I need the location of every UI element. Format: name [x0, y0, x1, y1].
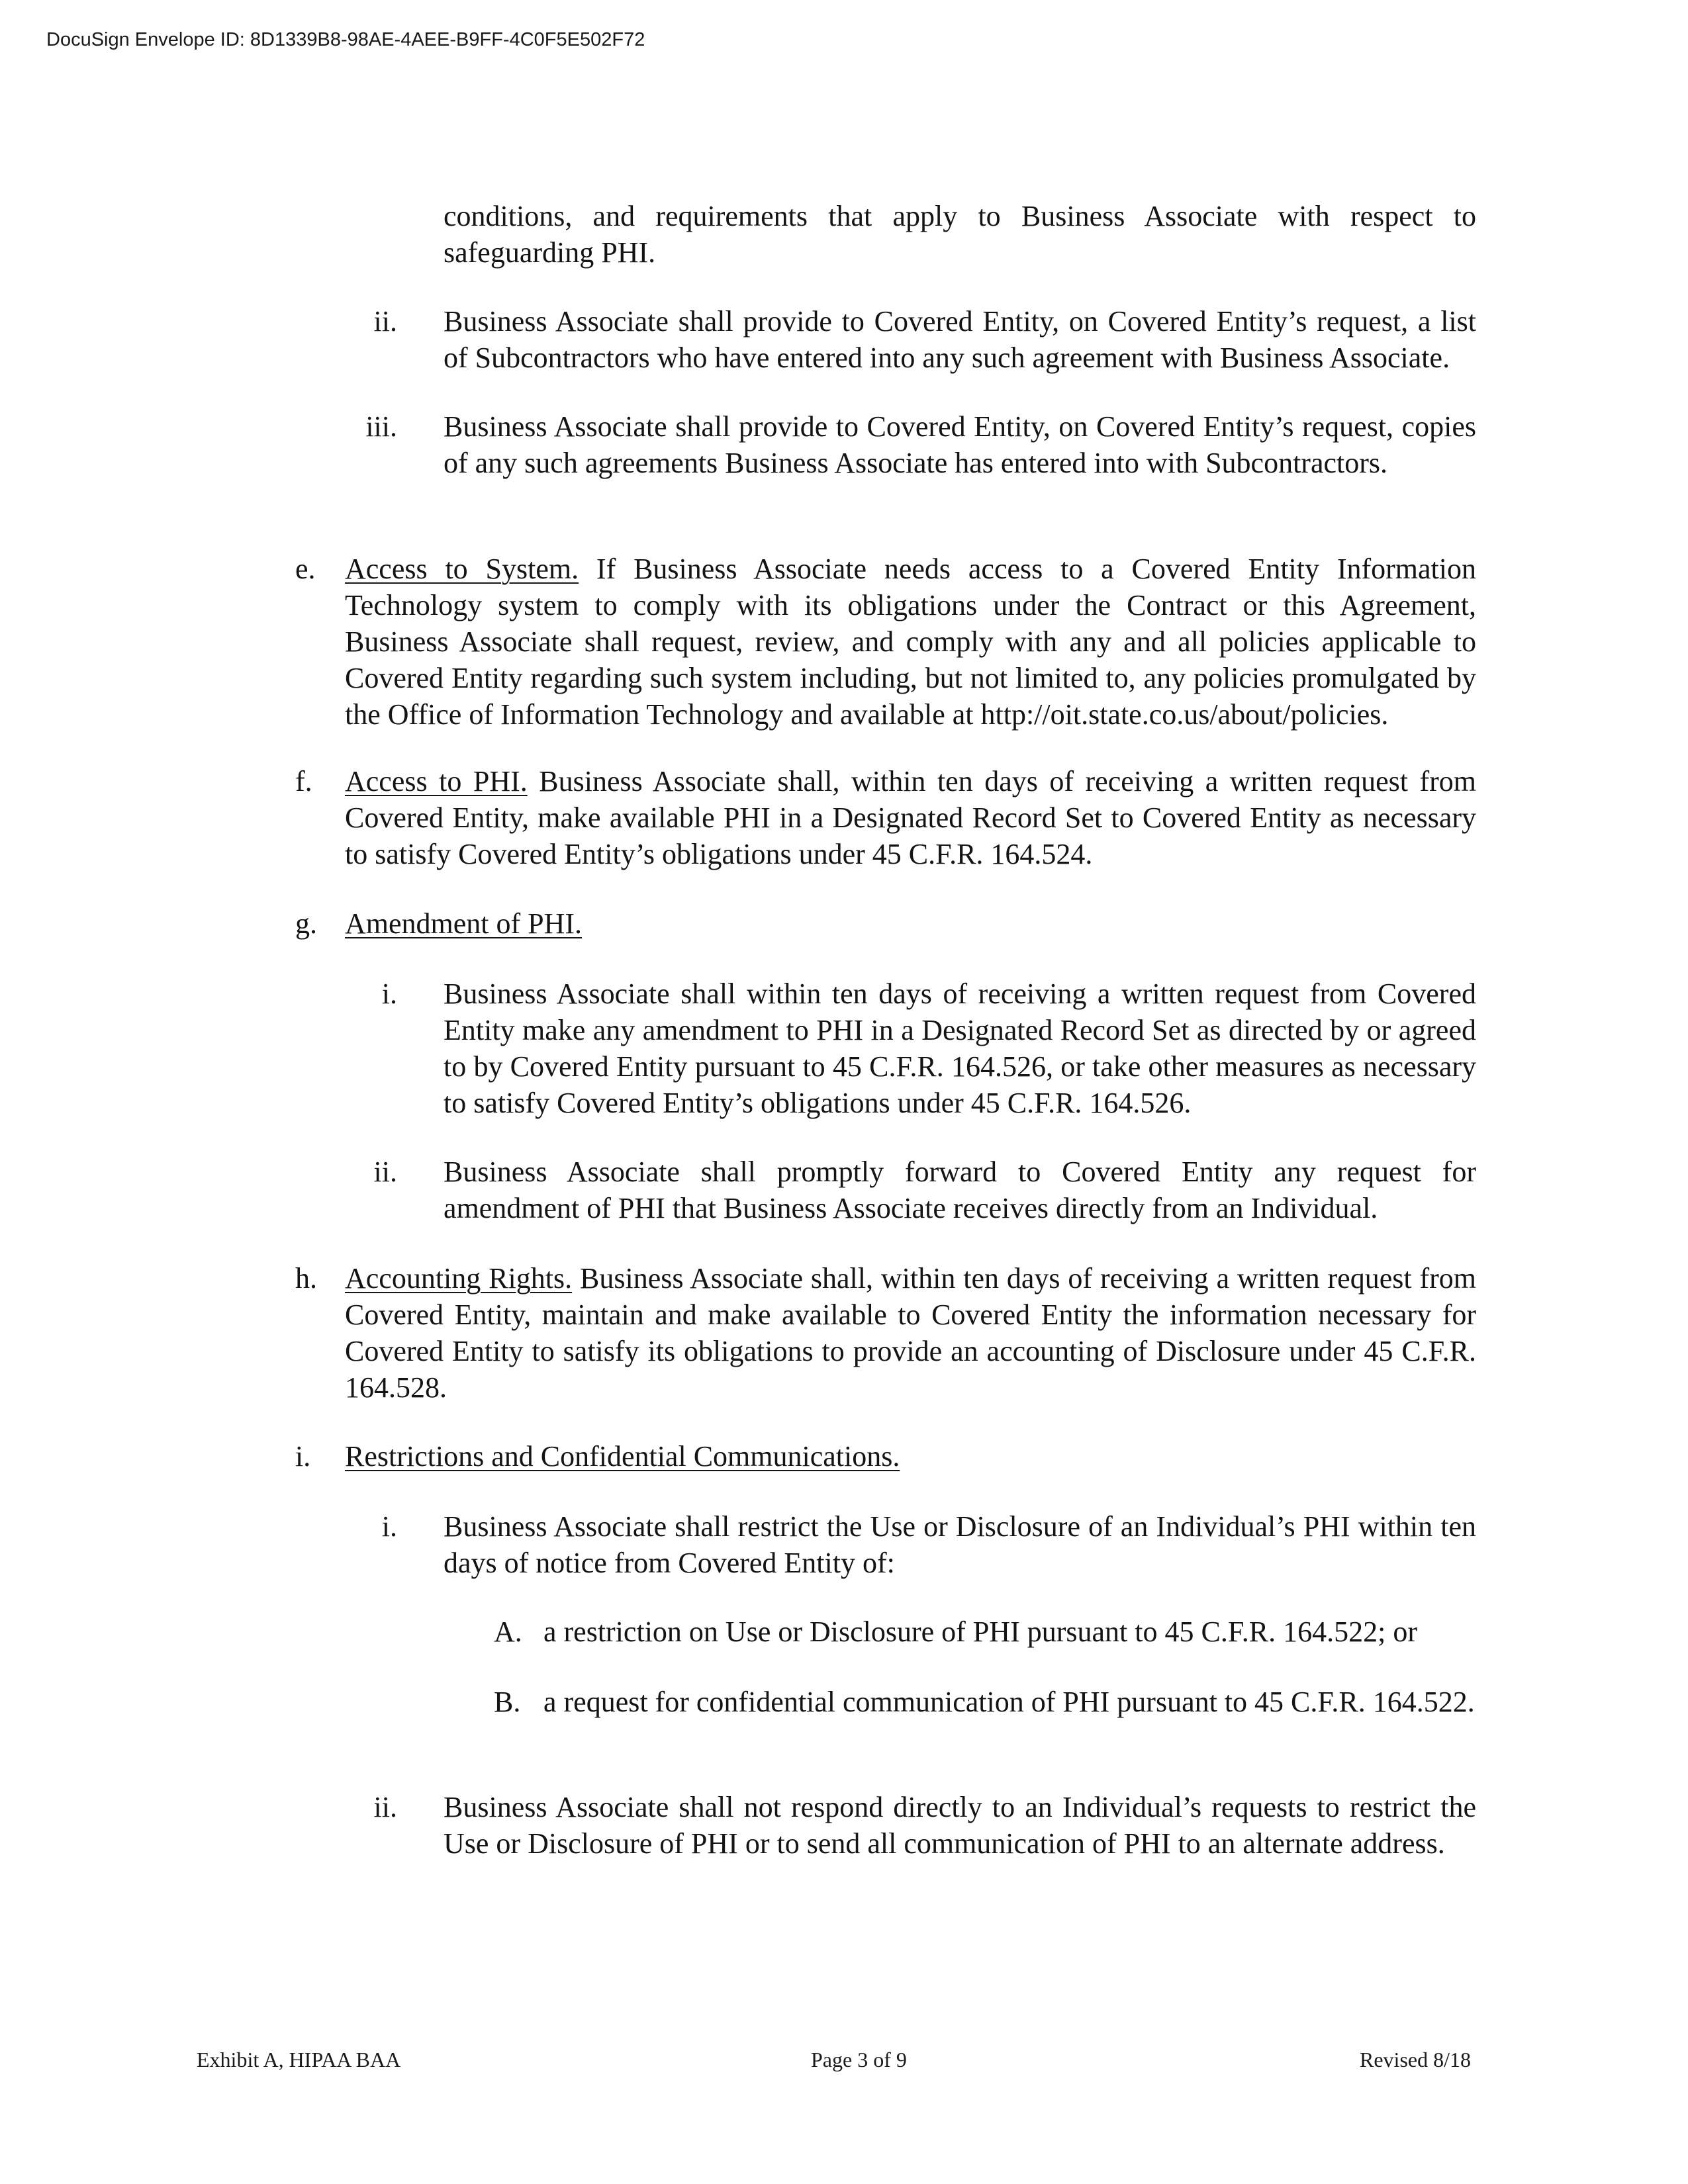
- restriction-paragraph: Business Associate shall restrict the Use or Disclosure of an Individual’s PHI within ten days of notice from Covered Entity of:: [444, 1510, 1476, 1579]
- section-h-heading: Accounting Rights.: [345, 1262, 573, 1295]
- restriction-respond-paragraph: Business Associate shall not respond directly to an Individual’s requests to restrict the Use or Disclosure of PHI or to send all communication of PHI to an alternate address.: [444, 1791, 1476, 1860]
- section-marker-g: g.: [295, 907, 317, 940]
- section-marker-h: h.: [295, 1262, 317, 1295]
- subitem-a-paragraph: a restriction on Use or Disclosure of PHI pursuant to 45 C.F.R. 164.522; or: [543, 1615, 1417, 1648]
- section-f-paragraph: [345, 763, 1476, 872]
- docusign-envelope-id: DocuSign Envelope ID: 8D1339B8-98AE-4AEE-B9FF-4C0F5E502F72: [46, 29, 645, 50]
- section-f-heading: Access to PHI.: [345, 765, 528, 797]
- footer-revision-date: Revised 8/18: [1360, 2048, 1471, 2071]
- section-g-heading: Amendment of PHI.: [345, 907, 583, 940]
- item-marker: i.: [381, 978, 397, 1010]
- amendment-paragraph: Business Associate shall within ten days of receiving a written request from Covered Entity make any amendment to PHI in a Designated Record Set as directed by or agreed to by Covered Entity pursuant to 45 C.F.R. 164.526, or take other measures as necessary to satisfy Covered Entity’s obligations under 45 C.F.R. 164.526.: [444, 978, 1476, 1119]
- section-i-heading: Restrictions and Confidential Communications.: [345, 1440, 900, 1473]
- footer-exhibit-label: Exhibit A, HIPAA BAA: [197, 2048, 401, 2071]
- subitem-marker: B.: [494, 1686, 521, 1718]
- subcontractor-agreements-paragraph: Business Associate shall provide to Covered Entity, on Covered Entity’s request, copies of any such agreements Business Associate has entered into with Subcontractors.: [444, 410, 1476, 479]
- section-marker-e: e.: [295, 553, 316, 585]
- section-e-heading: Access to System.: [345, 553, 579, 585]
- amendment-forward-paragraph: Business Associate shall promptly forward to Covered Entity any request for amendment of PHI that Business Associate receives directly from an Individual.: [444, 1156, 1476, 1224]
- subcontractor-list-paragraph: Business Associate shall provide to Covered Entity, on Covered Entity’s request, a list of Subcontractors who have entered into any such agreement with Business Associate.: [444, 305, 1476, 374]
- section-f-text: Business Associate shall, within ten days of receiving a written request from Covered Entity, make available PHI in a Designated Record Set to Covered Entity as necessary to satisfy Covered Entity’s obligations under 45 C.F.R. 164.524.: [345, 765, 1476, 870]
- section-e-paragraph: [345, 551, 1476, 733]
- item-marker: ii.: [373, 1791, 397, 1823]
- subitem-b-paragraph: a request for confidential communication of PHI pursuant to 45 C.F.R. 164.522.: [543, 1686, 1475, 1718]
- subitem-marker: A.: [494, 1615, 522, 1648]
- section-g-paragraph: [345, 905, 1476, 942]
- item-marker: ii.: [373, 1156, 397, 1188]
- continuation-paragraph: conditions, and requirements that apply to Business Associate with respect to safeguarding PHI.: [444, 200, 1476, 269]
- section-h-paragraph: [345, 1260, 1476, 1406]
- section-marker-f: f.: [295, 765, 312, 797]
- section-i-paragraph: [345, 1438, 1476, 1475]
- section-h-text: Business Associate shall, within ten days of receiving a written request from Covered Entity, maintain and make available to Covered Entity the information necessary for Covered Entity to satisfy its obligations to provide an accounting of Disclosure under 45 C.F.R. 164.528.: [345, 1262, 1477, 1404]
- item-marker: ii.: [373, 305, 397, 338]
- item-marker: i.: [381, 1510, 397, 1543]
- section-marker-i: i.: [295, 1440, 311, 1473]
- item-marker: iii.: [365, 410, 397, 443]
- section-e-text: If Business Associate needs access to a Covered Entity Information Technology system to comply with its obligations under the Contract or this Agreement, Business Associate shall request, review, and comply with any and all policies applicable to Covered Entity regarding such system including, but not limited to, any policies promulgated by the Office of Information Technology and available at http://oit.state.co.us/about/policies.: [345, 553, 1476, 731]
- footer-page-number: Page 3 of 9: [811, 2048, 907, 2071]
